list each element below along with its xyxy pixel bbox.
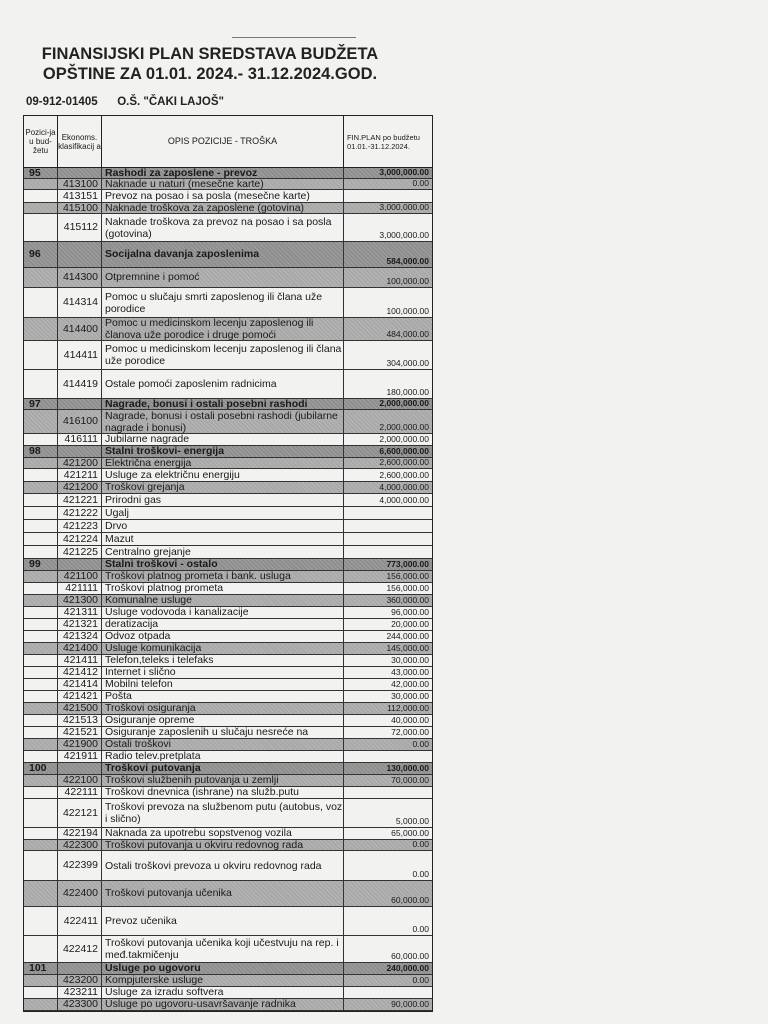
table-row bbox=[24, 703, 432, 715]
classification-cell: 414411 bbox=[58, 341, 102, 369]
table-row bbox=[24, 799, 432, 828]
description-cell: Naknade troškova za prevoz na posao i sa posla (gotovina) bbox=[102, 214, 344, 241]
description-cell: Ostali troškovi bbox=[102, 739, 344, 750]
table-row bbox=[24, 288, 432, 318]
description-cell: Troškovi dnevnica (ishrane) na služb.putu bbox=[102, 787, 344, 798]
classification-cell: 423200 bbox=[58, 975, 102, 986]
position-cell bbox=[24, 840, 58, 850]
amount-cell bbox=[344, 546, 432, 558]
table-row bbox=[24, 179, 432, 190]
position-cell bbox=[24, 851, 58, 880]
description-cell: Pomoc u slučaju smrti zaposlenog ili člana uže porodice bbox=[102, 288, 344, 317]
classification-cell: 416111 bbox=[58, 434, 102, 445]
amount-cell: 100,000.00 bbox=[386, 276, 429, 286]
classification-cell bbox=[58, 168, 102, 178]
amount-cell: 304,000.00 bbox=[386, 358, 429, 368]
table-row bbox=[24, 268, 432, 288]
table-row bbox=[24, 619, 432, 631]
classification-cell bbox=[58, 559, 102, 570]
position-cell bbox=[24, 469, 58, 481]
table-row bbox=[24, 631, 432, 643]
description-cell: Troškovi prevoza na službenom putu (autobus, voz i slično) bbox=[102, 799, 344, 827]
position-cell bbox=[24, 203, 58, 213]
classification-cell: 421324 bbox=[58, 631, 102, 642]
header-economic-classification: Ekonoms. klasifikacij a bbox=[58, 116, 102, 167]
classification-cell: 422399 bbox=[58, 851, 102, 880]
amount-cell: 40,000.00 bbox=[391, 715, 429, 725]
table-row bbox=[24, 840, 432, 851]
position-cell bbox=[24, 494, 58, 506]
table-row bbox=[24, 907, 432, 936]
description-cell: Naknade u naturi (mesečne karte) bbox=[102, 179, 344, 189]
description-cell: Ostali troškovi prevoza u okviru redovnog rada bbox=[102, 851, 344, 880]
position-cell bbox=[24, 655, 58, 666]
position-cell bbox=[24, 667, 58, 678]
amount-cell: 0.00 bbox=[412, 840, 429, 849]
amount-cell: 65,000.00 bbox=[391, 828, 429, 838]
table-row bbox=[24, 583, 432, 595]
table-row bbox=[24, 469, 432, 482]
classification-cell: 415100 bbox=[58, 203, 102, 213]
table-row bbox=[24, 559, 432, 571]
table-row bbox=[24, 751, 432, 763]
position-cell bbox=[24, 370, 58, 398]
description-cell: Troškovi putovanja učenika koji učestvuju na rep. i međ.takmičenju bbox=[102, 936, 344, 962]
header-plan: FIN.PLAN po budžetu 01.01.-31.12.2024. bbox=[347, 132, 420, 151]
table-row bbox=[24, 214, 432, 242]
amount-cell: 72,000.00 bbox=[391, 727, 429, 737]
amount-cell: 96,000.00 bbox=[391, 607, 429, 617]
amount-cell: 70,000.00 bbox=[391, 775, 429, 785]
classification-cell: 422400 bbox=[58, 881, 102, 906]
description-cell: Stalni troškovi- energija bbox=[102, 446, 344, 457]
table-row bbox=[24, 190, 432, 203]
table-row bbox=[24, 168, 432, 179]
position-cell bbox=[24, 607, 58, 618]
description-cell: Centralno grejanje bbox=[102, 546, 344, 558]
position-cell: 99 bbox=[24, 559, 58, 570]
description-cell: Troškovi putovanja učenika bbox=[102, 881, 344, 906]
position-cell bbox=[24, 318, 58, 340]
table-row bbox=[24, 458, 432, 469]
position-cell bbox=[24, 787, 58, 798]
position-cell bbox=[24, 907, 58, 935]
position-cell: 98 bbox=[24, 446, 58, 457]
classification-cell: 423211 bbox=[58, 987, 102, 998]
table-row bbox=[24, 936, 432, 963]
amount-cell: 2,600,000.00 bbox=[379, 470, 429, 480]
position-cell bbox=[24, 268, 58, 287]
amount-cell: 2,000,000.00 bbox=[379, 422, 429, 432]
classification-cell bbox=[58, 399, 102, 409]
description-cell: Usluge komunikacija bbox=[102, 643, 344, 654]
classification-cell: 421200 bbox=[58, 482, 102, 493]
table-row bbox=[24, 715, 432, 727]
classification-cell: 422121 bbox=[58, 799, 102, 827]
description-cell: Prirodni gas bbox=[102, 494, 344, 506]
position-cell bbox=[24, 828, 58, 839]
table-row bbox=[24, 571, 432, 583]
table-row bbox=[24, 410, 432, 434]
amount-cell bbox=[344, 533, 432, 545]
description-cell: Jubilarne nagrade bbox=[102, 434, 344, 445]
amount-cell: 360,000.00 bbox=[386, 595, 429, 605]
position-cell bbox=[24, 936, 58, 962]
classification-cell bbox=[58, 446, 102, 457]
table-row bbox=[24, 595, 432, 607]
classification-cell: 422100 bbox=[58, 775, 102, 786]
position-cell: 100 bbox=[24, 763, 58, 774]
title-line-1: FINANSIJSKI PLAN SREDSTAVA BUDŽETA bbox=[41, 45, 379, 63]
classification-cell: 421411 bbox=[58, 655, 102, 666]
amount-cell: 112,000.00 bbox=[387, 703, 429, 713]
position-cell bbox=[24, 727, 58, 738]
table-row bbox=[24, 341, 432, 370]
amount-cell: 773,000.00 bbox=[386, 559, 429, 569]
classification-cell: 421200 bbox=[58, 458, 102, 468]
description-cell: Troškovi grejanja bbox=[102, 482, 344, 493]
classification-cell: 414300 bbox=[58, 268, 102, 287]
classification-cell: 421211 bbox=[58, 469, 102, 481]
amount-cell: 0.00 bbox=[412, 975, 429, 985]
description-cell: Troškovi službenih putovanja u zemlji bbox=[102, 775, 344, 786]
amount-cell: 42,000.00 bbox=[391, 679, 429, 689]
amount-cell: 100,000.00 bbox=[386, 306, 429, 316]
description-cell: Odvoz otpada bbox=[102, 631, 344, 642]
amount-cell: 145,000.00 bbox=[386, 643, 429, 653]
position-cell bbox=[24, 643, 58, 654]
table-row bbox=[24, 607, 432, 619]
position-cell bbox=[24, 999, 58, 1010]
amount-cell bbox=[344, 190, 432, 202]
description-cell: Mazut bbox=[102, 533, 344, 545]
table-row bbox=[24, 643, 432, 655]
top-rule bbox=[232, 37, 356, 38]
position-cell bbox=[24, 288, 58, 317]
amount-cell: 244,000.00 bbox=[386, 631, 429, 641]
amount-cell: 5,000.00 bbox=[395, 816, 429, 826]
classification-cell: 422300 bbox=[58, 840, 102, 850]
position-cell bbox=[24, 583, 58, 594]
description-cell: Usluge po ugovoru-usavršavanje radnika bbox=[102, 999, 344, 1010]
position-cell bbox=[24, 739, 58, 750]
table-row bbox=[24, 242, 432, 268]
description-cell: Rashodi za zaposlene - prevoz bbox=[102, 168, 344, 178]
classification-cell: 415112 bbox=[58, 214, 102, 241]
description-cell: Usluge za izradu softvera bbox=[102, 987, 344, 998]
position-cell bbox=[24, 751, 58, 762]
classification-cell: 421111 bbox=[58, 583, 102, 594]
amount-cell: 4,000,000.00 bbox=[379, 482, 429, 492]
description-cell: Prevoz na posao i sa posla (mesečne karte) bbox=[102, 190, 344, 202]
position-cell: 97 bbox=[24, 399, 58, 409]
table-header bbox=[24, 116, 432, 168]
description-cell: Socijalna davanja zaposlenima bbox=[102, 242, 344, 267]
amount-cell: 60,000.00 bbox=[391, 895, 429, 905]
classification-cell: 421414 bbox=[58, 679, 102, 690]
table-row bbox=[24, 494, 432, 507]
table-row bbox=[24, 533, 432, 546]
description-cell: Troškovi osiguranja bbox=[102, 703, 344, 714]
table-body bbox=[24, 168, 432, 1011]
header-position: Pozici-ja u bud-žetu bbox=[24, 116, 58, 167]
classification-cell: 421412 bbox=[58, 667, 102, 678]
position-cell bbox=[24, 799, 58, 827]
table-row bbox=[24, 691, 432, 703]
position-cell bbox=[24, 434, 58, 445]
table-row bbox=[24, 975, 432, 987]
classification-cell: 421421 bbox=[58, 691, 102, 702]
amount-cell bbox=[344, 507, 432, 519]
description-cell: Troškovi putovanja u okviru redovnog rada bbox=[102, 840, 344, 850]
amount-cell: 3,000,000.00 bbox=[379, 230, 429, 240]
classification-cell: 421224 bbox=[58, 533, 102, 545]
description-cell: Troškovi platnog prometa bbox=[102, 583, 344, 594]
description-cell: Naknade troškova za zaposlene (gotovina) bbox=[102, 203, 344, 213]
description-cell: Pomoc u medicinskom lecenju zaposlenog ili člana uže porodice bbox=[102, 341, 344, 369]
classification-cell: 423300 bbox=[58, 999, 102, 1010]
classification-cell bbox=[58, 763, 102, 774]
table-row bbox=[24, 667, 432, 679]
amount-cell: 130,000.00 bbox=[386, 763, 429, 773]
amount-cell: 0.00 bbox=[412, 179, 429, 188]
description-cell: Usluge po ugovoru bbox=[102, 963, 344, 974]
description-cell: Telefon,teleks i telefaks bbox=[102, 655, 344, 666]
position-cell bbox=[24, 507, 58, 519]
position-cell bbox=[24, 715, 58, 726]
table-row bbox=[24, 999, 432, 1011]
table-row bbox=[24, 787, 432, 799]
table-row bbox=[24, 370, 432, 399]
amount-cell: 156,000.00 bbox=[386, 583, 429, 593]
amount-cell: 43,000.00 bbox=[391, 667, 429, 677]
description-cell: deratizacija bbox=[102, 619, 344, 630]
amount-cell: 0.00 bbox=[412, 924, 429, 934]
description-cell: Stalni troškovi - ostalo bbox=[102, 559, 344, 570]
classification-cell: 421321 bbox=[58, 619, 102, 630]
amount-cell: 30,000.00 bbox=[391, 655, 429, 665]
position-cell bbox=[24, 881, 58, 906]
amount-cell bbox=[344, 520, 432, 532]
description-cell: Troškovi platnog prometa i bank. usluga bbox=[102, 571, 344, 582]
classification-cell: 421513 bbox=[58, 715, 102, 726]
amount-cell: 240,000.00 bbox=[386, 963, 429, 973]
classification-cell bbox=[58, 963, 102, 974]
organization-code: 09-912-01405 bbox=[26, 96, 98, 108]
amount-cell: 484,000.00 bbox=[386, 329, 429, 339]
table-row bbox=[24, 655, 432, 667]
description-cell: Kompjuterske usluge bbox=[102, 975, 344, 986]
description-cell: Prevoz učenika bbox=[102, 907, 344, 935]
description-cell: Mobilni telefon bbox=[102, 679, 344, 690]
table-row bbox=[24, 987, 432, 999]
amount-cell: 0.00 bbox=[412, 739, 429, 749]
title-line-2: OPŠTINE ZA 01.01. 2024.- 31.12.2024.GOD. bbox=[42, 65, 378, 83]
description-cell: Nagrade, bonusi i ostali posebni rashodi bbox=[102, 399, 344, 409]
amount-cell: 2,600,000.00 bbox=[379, 458, 429, 467]
table-row bbox=[24, 399, 432, 410]
amount-cell: 60,000.00 bbox=[391, 951, 429, 961]
amount-cell: 30,000.00 bbox=[391, 691, 429, 701]
classification-cell bbox=[58, 242, 102, 267]
classification-cell: 414314 bbox=[58, 288, 102, 317]
description-cell: Troškovi putovanja bbox=[102, 763, 344, 774]
description-cell: Otpremnine i pomoć bbox=[102, 268, 344, 287]
classification-cell: 422411 bbox=[58, 907, 102, 935]
position-cell bbox=[24, 410, 58, 433]
table-row bbox=[24, 727, 432, 739]
classification-cell: 422111 bbox=[58, 787, 102, 798]
classification-cell: 421900 bbox=[58, 739, 102, 750]
table-row bbox=[24, 775, 432, 787]
amount-cell: 3,000,000.00 bbox=[379, 203, 429, 212]
position-cell bbox=[24, 214, 58, 241]
organization-name: O.Š. "ČAKI LAJOŠ" bbox=[117, 96, 224, 108]
description-cell: Naknada za upotrebu sopstvenog vozila bbox=[102, 828, 344, 839]
description-cell: Internet i slično bbox=[102, 667, 344, 678]
position-cell bbox=[24, 533, 58, 545]
table-row bbox=[24, 963, 432, 975]
classification-cell: 414400 bbox=[58, 318, 102, 340]
amount-cell: 2,000,000.00 bbox=[379, 399, 429, 408]
position-cell bbox=[24, 595, 58, 606]
classification-cell: 421225 bbox=[58, 546, 102, 558]
position-cell bbox=[24, 546, 58, 558]
classification-cell: 413151 bbox=[58, 190, 102, 202]
classification-cell: 421100 bbox=[58, 571, 102, 582]
position-cell: 96 bbox=[24, 242, 58, 267]
position-cell bbox=[24, 458, 58, 468]
position-cell: 101 bbox=[24, 963, 58, 974]
table-row bbox=[24, 828, 432, 840]
amount-cell: 180,000.00 bbox=[386, 387, 429, 397]
position-cell bbox=[24, 190, 58, 202]
description-cell: Ostale pomoći zaposlenim radnicima bbox=[102, 370, 344, 398]
amount-cell: 4,000,000.00 bbox=[379, 495, 429, 505]
position-cell bbox=[24, 679, 58, 690]
position-cell bbox=[24, 520, 58, 532]
classification-cell: 414419 bbox=[58, 370, 102, 398]
table-row bbox=[24, 507, 432, 520]
table-row bbox=[24, 203, 432, 214]
position-cell bbox=[24, 631, 58, 642]
classification-cell: 421500 bbox=[58, 703, 102, 714]
description-cell: Usluge vodovoda i kanalizacije bbox=[102, 607, 344, 618]
table-row bbox=[24, 679, 432, 691]
amount-cell: 90,000.00 bbox=[391, 999, 429, 1009]
position-cell bbox=[24, 619, 58, 630]
position-cell: 95 bbox=[24, 168, 58, 178]
position-cell bbox=[24, 703, 58, 714]
description-cell: Osiguranje opreme bbox=[102, 715, 344, 726]
position-cell bbox=[24, 691, 58, 702]
position-cell bbox=[24, 341, 58, 369]
description-cell: Radio telev.pretplata bbox=[102, 751, 344, 762]
classification-cell: 421300 bbox=[58, 595, 102, 606]
table-row bbox=[24, 434, 432, 446]
amount-cell: 20,000.00 bbox=[391, 619, 429, 629]
table-row bbox=[24, 546, 432, 559]
table-row bbox=[24, 881, 432, 907]
amount-cell: 3,000,000.00 bbox=[379, 168, 429, 177]
table-row bbox=[24, 851, 432, 881]
amount-cell bbox=[344, 787, 432, 798]
table-row bbox=[24, 520, 432, 533]
description-cell: Osiguranje zaposlenih u slučaju nesreće na bbox=[102, 727, 344, 738]
table-row bbox=[24, 482, 432, 494]
description-cell: Ugalj bbox=[102, 507, 344, 519]
table-row bbox=[24, 739, 432, 751]
description-cell: Usluge za električnu energiju bbox=[102, 469, 344, 481]
classification-cell: 421311 bbox=[58, 607, 102, 618]
description-cell: Električna energija bbox=[102, 458, 344, 468]
amount-cell bbox=[344, 987, 432, 998]
organization-line bbox=[26, 96, 224, 108]
description-cell: Drvo bbox=[102, 520, 344, 532]
amount-cell bbox=[344, 751, 432, 762]
classification-cell: 413100 bbox=[58, 179, 102, 189]
description-cell: Pomoc u medicinskom lecenju zaposlenog ili članova uže porodice i druge pomoći bbox=[102, 318, 344, 340]
amount-cell: 2,000,000.00 bbox=[379, 434, 429, 444]
classification-cell: 421222 bbox=[58, 507, 102, 519]
description-cell: Nagrade, bonusi i ostali posebni rashodi (jubilarne nagrade i bonusi) bbox=[102, 410, 344, 433]
budget-table bbox=[23, 115, 433, 1012]
header-description: OPIS POZICIJE - TROŠKA bbox=[102, 116, 344, 167]
amount-cell: 0.00 bbox=[412, 869, 429, 879]
table-row bbox=[24, 318, 432, 341]
amount-cell: 584,000.00 bbox=[386, 256, 429, 266]
classification-cell: 416100 bbox=[58, 410, 102, 433]
classification-cell: 421221 bbox=[58, 494, 102, 506]
position-cell bbox=[24, 482, 58, 493]
classification-cell: 422412 bbox=[58, 936, 102, 962]
description-cell: Komunalne usluge bbox=[102, 595, 344, 606]
document-title bbox=[30, 44, 390, 84]
table-row bbox=[24, 763, 432, 775]
amount-cell: 6,600,000.00 bbox=[379, 446, 429, 456]
classification-cell: 421911 bbox=[58, 751, 102, 762]
position-cell bbox=[24, 571, 58, 582]
classification-cell: 421521 bbox=[58, 727, 102, 738]
amount-cell: 156,000.00 bbox=[386, 571, 429, 581]
position-cell bbox=[24, 775, 58, 786]
classification-cell: 422194 bbox=[58, 828, 102, 839]
classification-cell: 421223 bbox=[58, 520, 102, 532]
position-cell bbox=[24, 987, 58, 998]
position-cell bbox=[24, 975, 58, 986]
position-cell bbox=[24, 179, 58, 189]
classification-cell: 421400 bbox=[58, 643, 102, 654]
table-row bbox=[24, 446, 432, 458]
description-cell: Pošta bbox=[102, 691, 344, 702]
